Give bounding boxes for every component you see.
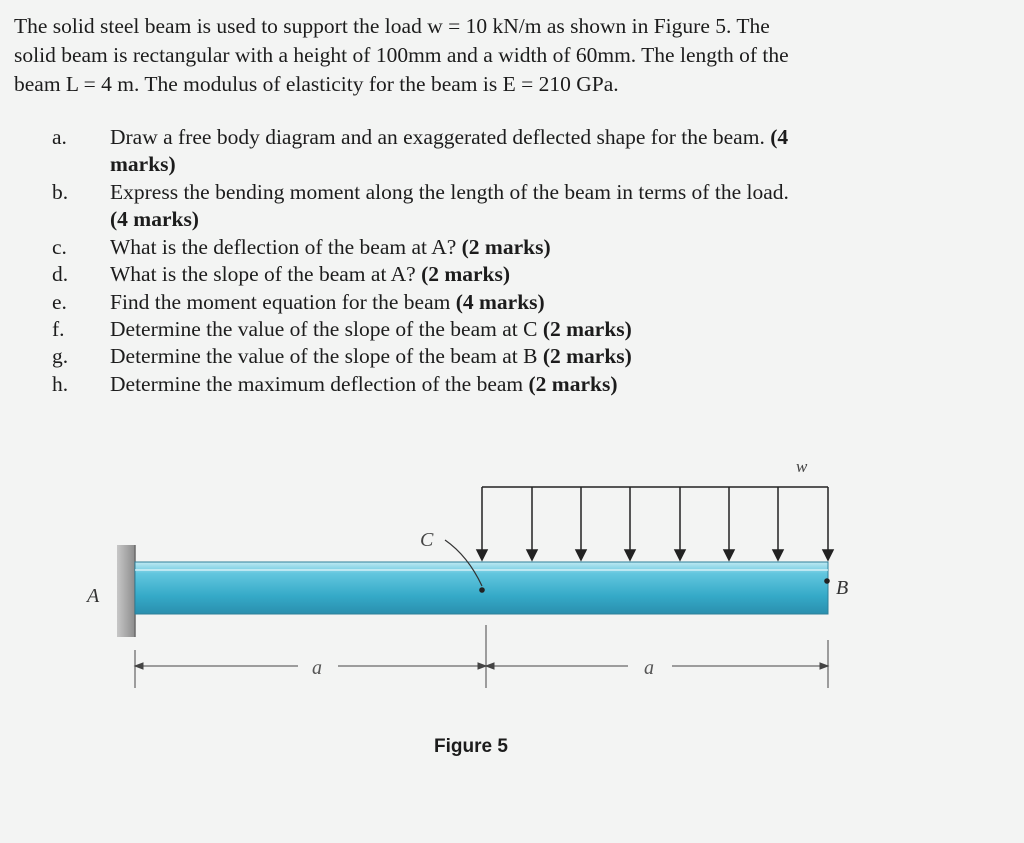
question-f-letter: f. bbox=[52, 317, 65, 341]
question-g-text: Determine the value of the slope of the beam at B (2 marks) bbox=[110, 344, 632, 368]
question-b-text: Express the bending moment along the length of the beam in terms of the load. bbox=[110, 180, 789, 204]
beam-figure bbox=[0, 430, 1024, 735]
fixed-wall-support bbox=[117, 545, 135, 637]
question-e-text: Find the moment equation for the beam (4 marks) bbox=[110, 290, 545, 314]
question-a-text: Draw a free body diagram and an exaggerated deflected shape for the beam. (4 bbox=[110, 125, 789, 149]
distributed-load bbox=[477, 487, 833, 560]
point-b-label: B bbox=[836, 577, 849, 599]
intro-line-1: The solid steel beam is used to support the load w = 10 kN/m as shown in Figure 5. The bbox=[14, 14, 770, 38]
question-b-letter: b. bbox=[52, 180, 69, 204]
question-d-letter: d. bbox=[52, 262, 69, 286]
point-b-marker bbox=[824, 578, 830, 584]
question-c-letter: c. bbox=[52, 235, 67, 259]
intro-line-3: beam L = 4 m. The modulus of elasticity for the beam is E = 210 GPa. bbox=[14, 72, 619, 96]
load-label-w: w bbox=[796, 457, 808, 476]
question-b-marks: (4 marks) bbox=[110, 207, 199, 231]
point-c-label: C bbox=[420, 529, 434, 551]
figure-caption: Figure 5 bbox=[434, 736, 508, 757]
intro-line-2: solid beam is rectangular with a height of 100mm and a width of 60mm. The length of the bbox=[14, 43, 789, 67]
dimension-label-left: a bbox=[312, 657, 322, 679]
question-a-marks: marks) bbox=[110, 152, 176, 176]
question-c-text: What is the deflection of the beam at A? (2 marks) bbox=[110, 235, 551, 259]
point-c-marker bbox=[479, 587, 485, 593]
question-a-letter: a. bbox=[52, 125, 67, 149]
beam-diagram bbox=[0, 430, 1024, 730]
dimension-label-right: a bbox=[644, 657, 654, 679]
question-d-text: What is the slope of the beam at A? (2 marks) bbox=[110, 262, 511, 286]
question-h-text: Determine the maximum deflection of the beam (2 marks) bbox=[110, 372, 618, 396]
dimension-lines bbox=[135, 625, 828, 688]
question-f-text: Determine the value of the slope of the beam at C (2 marks) bbox=[110, 317, 632, 341]
point-a-label: A bbox=[87, 585, 100, 607]
question-e-letter: e. bbox=[52, 290, 67, 314]
question-list bbox=[0, 0, 1024, 420]
question-h-letter: h. bbox=[52, 372, 69, 396]
question-g-letter: g. bbox=[52, 344, 69, 368]
